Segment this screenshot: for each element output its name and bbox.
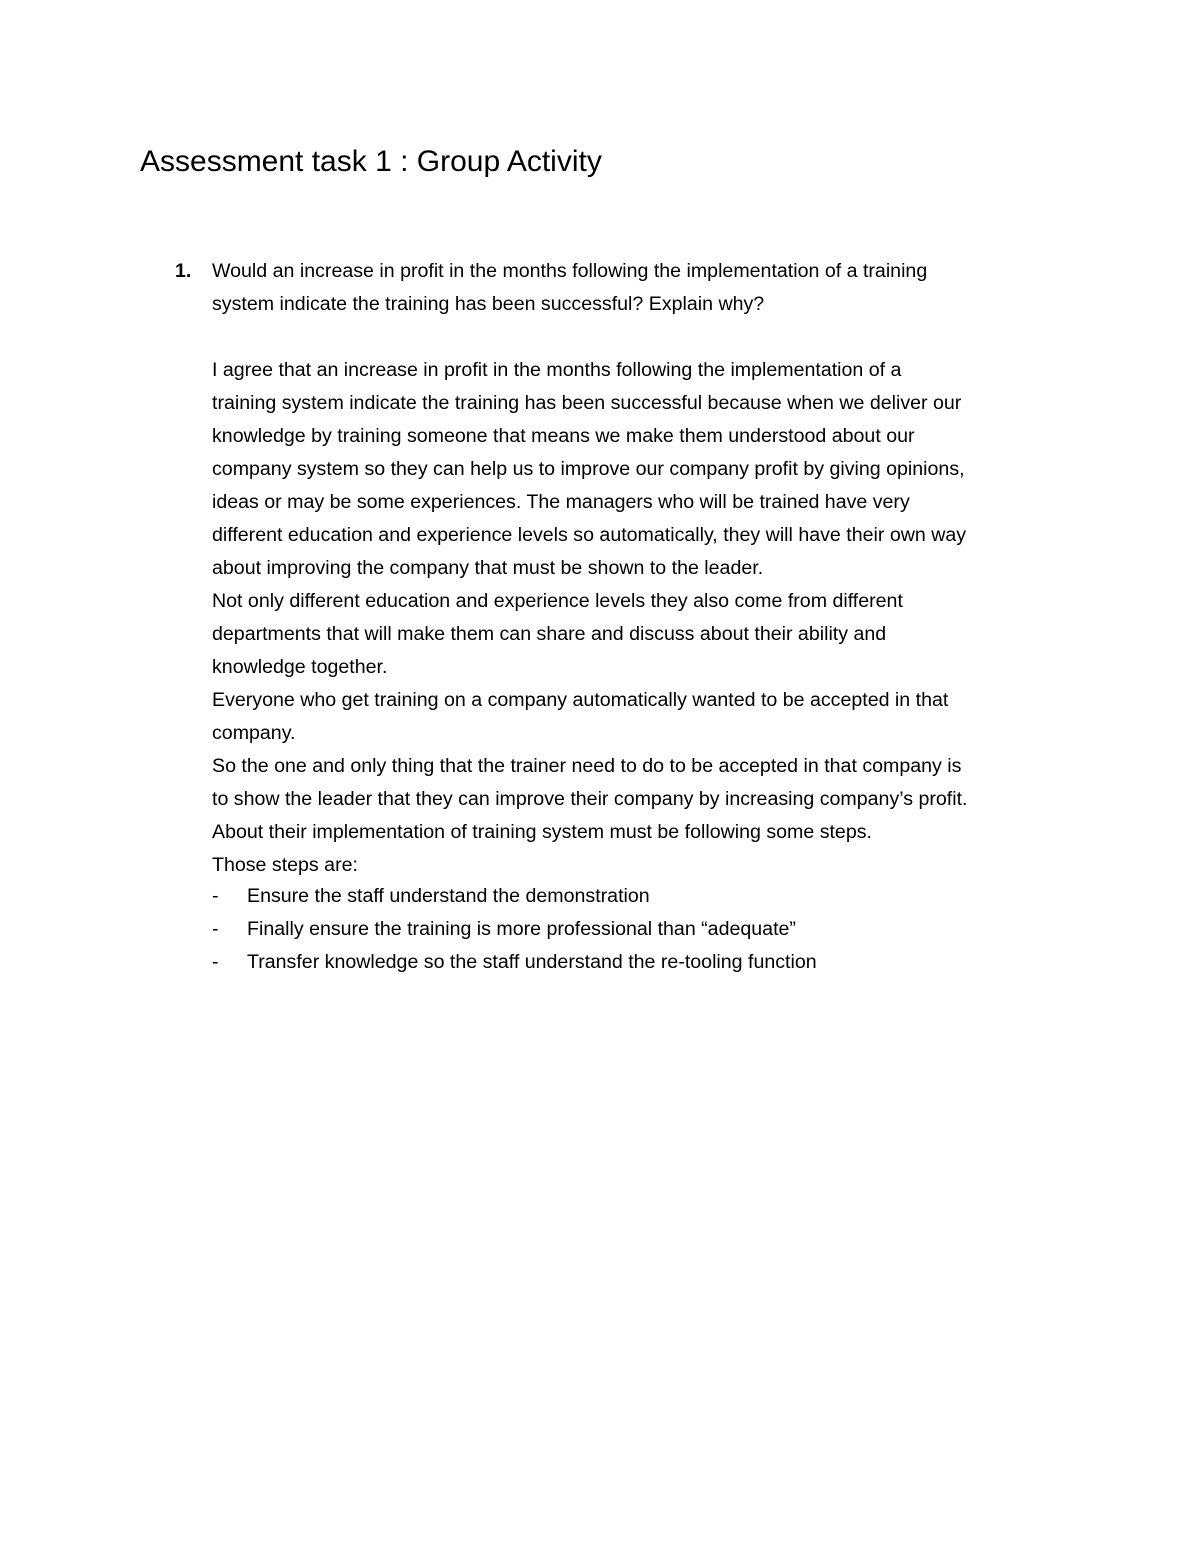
question-line: Would an increase in profit in the months following the implementation of a training bbox=[212, 260, 928, 282]
answer-line: About their implementation of training system must be following some steps. bbox=[212, 821, 872, 843]
answer-line: knowledge by training someone that means we make them understood about our bbox=[212, 425, 915, 447]
list-item bbox=[212, 880, 1082, 913]
answer-line: knowledge together. bbox=[212, 656, 388, 678]
answer-line: Everyone who get training on a company automatically wanted to be accepted in that bbox=[212, 689, 949, 711]
steps-list bbox=[212, 880, 1082, 979]
answer-line: training system indicate the training has been successful because when we deliver our bbox=[212, 392, 962, 414]
answer-line: Those steps are: bbox=[212, 854, 358, 876]
list-item bbox=[212, 913, 1082, 946]
answer-line: I agree that an increase in profit in the months following the implementation of a bbox=[212, 359, 902, 381]
step-text: Finally ensure the training is more professional than “adequate” bbox=[247, 918, 796, 940]
answer-line: to show the leader that they can improve their company by increasing company’s profit. bbox=[212, 788, 968, 810]
answer-text bbox=[212, 354, 1082, 882]
question-text bbox=[212, 255, 1062, 321]
bullet-dash: - bbox=[212, 951, 219, 973]
answer-line: company system so they can help us to improve our company profit by giving opinions, bbox=[212, 458, 965, 480]
step-text: Ensure the staff understand the demonstration bbox=[247, 885, 650, 907]
list-item bbox=[212, 946, 1082, 979]
answer-line: company. bbox=[212, 722, 296, 744]
bullet-dash: - bbox=[212, 885, 219, 907]
answer-line: ideas or may be some experiences. The managers who will be trained have very bbox=[212, 491, 910, 513]
answer-line: about improving the company that must be shown to the leader. bbox=[212, 557, 764, 579]
document-title: Assessment task 1 : Group Activity bbox=[140, 145, 602, 178]
step-text: Transfer knowledge so the staff understand the re-tooling function bbox=[247, 951, 817, 973]
bullet-dash: - bbox=[212, 918, 219, 940]
answer-line: different education and experience levels so automatically, they will have their own way bbox=[212, 524, 967, 546]
question-number: 1. bbox=[175, 260, 192, 282]
answer-line: departments that will make them can share and discuss about their ability and bbox=[212, 623, 887, 645]
answer-line: Not only different education and experience levels they also come from different bbox=[212, 590, 903, 612]
question-line: system indicate the training has been successful? Explain why? bbox=[212, 293, 765, 315]
answer-line: So the one and only thing that the trainer need to do to be accepted in that company is bbox=[212, 755, 962, 777]
